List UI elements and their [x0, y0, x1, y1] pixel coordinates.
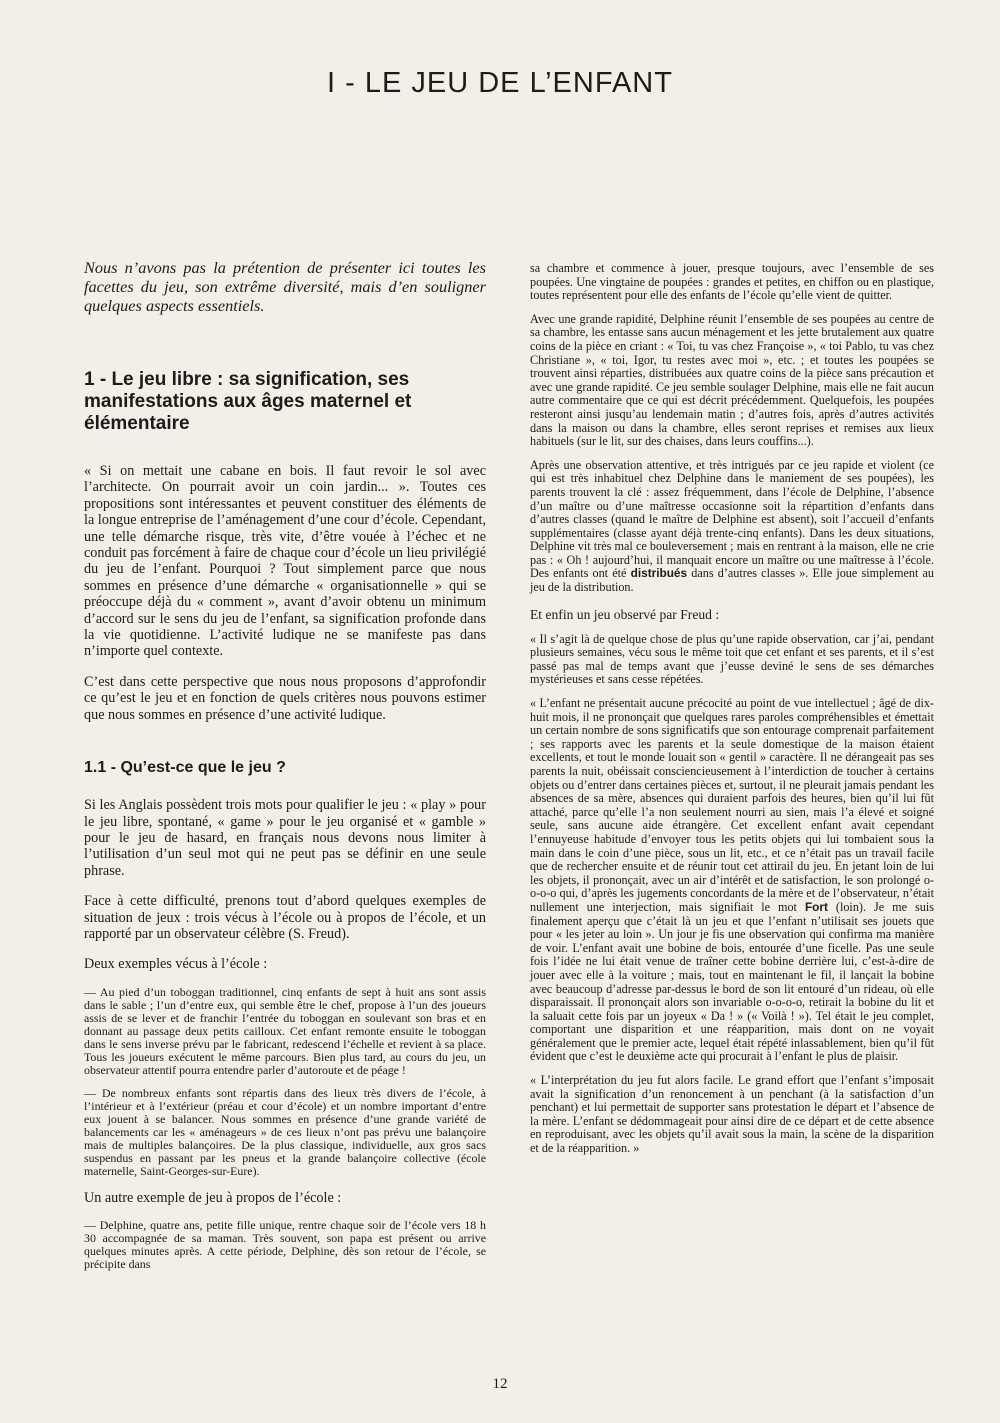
quote-paragraph: « L’interprétation du jeu fut alors facile. Le grand effort que l’enfant s’imposait avait la signification d’un renoncement à un penchant (à la satisfaction d’un penchant) et lui permettait de supporter sans protestation le départ et l’absence de la mère. L’enfant se dédommageait pour ainsi dire de ce départ et de cette absence en reproduisant, avec les objets qu’il avait sous la main, la scène de la disparition et de la réapparition. » [530, 1073, 934, 1156]
paragraph: C’est dans cette perspective que nous nous proposons d’approfondir ce qu’est le jeu et en fonction de quels critères nous pouvons estimer que nous sommes en présence d’une activité ludique. [84, 673, 486, 723]
page-number: 12 [492, 1376, 508, 1392]
paragraph [530, 459, 934, 595]
paragraph-text: dans d’autres classes ». Elle joue simplement au jeu de la distribution. [530, 566, 935, 595]
left-column [84, 258, 486, 1271]
paragraph: Si les Anglais possèdent trois mots pour qualifier le jeu : « play » pour le jeu libre, spontané, « game » pour le jeu organisé et « gamble » pour le jeu de hasard, en français nous devons nous limiter à l’utilisation d’un seul mot qui ne peut pas se définir en une seule phrase. [84, 797, 486, 879]
example-paragraph: — Delphine, quatre ans, petite fille unique, rentre chaque soir de l’école vers 18 h 30 accompagnée de sa maman. Très souvent, son papa est présent ou arrive quelques minutes après. A cette période, Delphine, dès son retour de l’école, se précipite dans [84, 1218, 486, 1272]
paragraph: Deux exemples vécus à l’école : [84, 956, 268, 973]
quote-text: (loin). Je me suis finalement aperçu que c’était là un jeu et que l’enfant n’utilisait ses jouets que pour « les jeter au loin ». Un jour je fis une observation qui confirma ma manière de voir. L’enfant avait une bobine de bois, entourée d’une ficelle. Pas une seule fois l’idée ne lui était venue de traîner cette bobine derrière lui, c’est-à-dire de jouer avec elle à la voiture ; mais, tout en maintenant le fil, il lançait la bobine avec beaucoup d’adresse par-dessus le bord de son lit entouré d’un rideau, où elle disparaissait. Il prononçait alors son invariable o-o-o-o, retirait la bobine du lit et la saluait cette fois par un joyeux « Da ! » (« Voilà ! »). Tel était le jeu complet, comportant une disparition et une réapparition, mais dont on ne voyait généralement que le premier acte, lequel était répété inlassablement, bien qu’il fût évident que c’est le deuxième acte qui procurait à l’enfant le plus de plaisir. [530, 899, 935, 1064]
example-paragraph: — De nombreux enfants sont répartis dans des lieux très divers de l’école, à l’intérieur et à l’extérieur (préau et cour d’école) et un nombre important d’entre eux jouent à se balancer. Nous sommes en présence d’une grande variété de balancements car les « aménageurs » de ces lieux n’ont pas prévu une balançoire mais de multiples balançoires. De la plus classique, individuelle, aux gros sacs suspendus en passant par les pneus et la grande balançoire collective (école maternelle, Saint-Georges-sur-Eure). [84, 1085, 486, 1178]
intro-paragraph: Nous n’avons pas la prétention de présenter ici toutes les facettes du jeu, son extrême diversité, mais d’en souligner quelques aspects essentiels. [84, 258, 486, 315]
example-paragraph: — Au pied d’un toboggan traditionnel, cinq enfants de sept à huit ans sont assis dans le sable ; l’un d’entre eux, qui semble être le chef, propose à l’un des joueurs assis de se lever et de franchir l’entrée du toboggan en soulevant son bras et en donnant au passage deux petits cailloux. Cet enfant remonte ensuite le toboggan dans le sens inverse prévu par le fabricant, redescend l’échelle et revient à sa place. Tous les joueurs exécutent le même parcours. Bien plus tard, au cours du jeu, un observateur attentif pourra entendre parler d’autoroute et de péage ! [84, 984, 486, 1077]
quote-paragraph [530, 697, 934, 1064]
paragraph: Et enfin un jeu observé par Freud : [530, 606, 720, 622]
quote-paragraph: « Il s’agit là de quelque chose de plus qu’une rapide observation, car j’ai, pendant plusieurs semaines, vécu sous le même toit que cet enfant et ses parents, et il s’est passé pas mal de temps avant que j’eusse deviné le sens de ses démarches mystérieuses et sans cesse répétées. [530, 631, 934, 687]
section-heading-1-1: 1.1 - Qu’est-ce que le jeu ? [84, 759, 286, 777]
paragraph-text: Après une observation attentive, et très intrigués par ce jeu rapide et violent (ce qui est très inhabituel chez Delphine dans le maniement de ses poupées), les parents trouvent la clé : assez fréquemment, dans l’école de Delphine, l’absence d’un maître ou d’une maîtresse occasionne soit la répartition d’enfants dans d’autres classes (quand le maître de Delphine est absent), soit l’accueil d’enfants supplémentaires (classe ayant déjà trente-cinq enfants). Dans les deux situations, Delphine vit très mal ce bouleversement ; mais en rentrant à la maison, elle ne crie pas : « Oh ! aujourd’hui, il manquait encore un maître ou une maîtresse à l’école. Des enfants ont été [530, 457, 934, 581]
page-title: I - LE JEU DE L’ENFANT [327, 67, 673, 100]
paragraph: Face à cette difficulté, prenons tout d’abord quelques exemples de situation de jeux : trois vécus à l’école ou à propos de l’école, et un rapporté par un observateur célèbre (S. Freud). [84, 893, 486, 942]
section-heading-1: 1 - Le jeu libre : sa signification, ses manifestations aux âges maternel et élémentaire [84, 369, 412, 434]
paragraph: sa chambre et commence à jouer, presque toujours, avec l’ensemble de ses poupées. Une vingtaine de poupées : grandes et petites, en chiffon ou en plastique, toutes représentent pour elle des enfants de l’école qu’elle vient de quitter. [530, 261, 934, 303]
emphasis-text: distribués [630, 566, 688, 581]
right-column [530, 262, 934, 1156]
emphasis-text: Fort [804, 899, 828, 914]
paragraph: Un autre exemple de jeu à propos de l’école : [84, 1189, 342, 1206]
paragraph: Avec une grande rapidité, Delphine réunit l’ensemble de ses poupées au centre de sa chambre, les entasse sans aucun ménagement et les jette brutalement aux quatre coins de la pièce en criant : « Toi, tu vas chez Françoise », « toi Pablo, tu vas chez Christiane », « toi, Igor, tu restes avec moi », etc. ; et toutes les poupées se trouvent ainsi réparties, distribuées aux quatre coins de la pièce sans précaution et avec une grande rapidité. Ce jeu semble soulager Delphine, mais elle ne fait aucun autre commentaire que ce qui est décrit précédemment. Quelquefois, les poupées resteront ainsi jusqu’au lendemain matin ; d’autres fois, après d’autres activités dans la maison ou dans la chambre, elles seront reprises et remises aux lieux habituels (sur le lit, sur des chaises, dans leurs couffins...). [530, 311, 934, 449]
quote-text: « L’enfant ne présentait aucune précocité au point de vue intellectuel ; âgé de dix-huit mois, il ne prononçait que quelques rares paroles compréhensibles et émettait un certain nombre de sons significatifs que son entourage comprenait parfaitement ; ses rapports avec les parents et la seule domestique de la maison étaient excellents, et tout le monde louait son « gentil » caractère. Il ne dérangeait pas ses parents la nuit, obéissait consciencieusement à l’interdiction de toucher à certains objets ou d’entrer dans certaines pièces et, surtout, il ne pleurait jamais pendant les absences de sa mère, absences qui duraient parfois des heures, bien qu’il lui fût attaché, parce qu’elle l’a non seulement nourri au sien, mais l’a élevé et soigné seule, sans aucune aide étrangère. Cet excellent enfant avait cependant l’ennuyeuse habitude d’envoyer tous les petits objets qui lui tombaient sous la main dans le coin d’une pièce, sous un lit, etc., et ce n’était pas un travail facile que de rechercher ensuite et de réunir tout cet attirail du jeu. En jetant loin de lui les objets, il prononçait, avec un air d’intérêt et de satisfaction, le son prolongé o-o-o-o qui, d’après les jugements concordants de la mère et de l’observateur, n’était nullement une interjection, mais signifiait le mot [530, 696, 934, 914]
paragraph: « Si on mettait une cabane en bois. Il faut revoir le sol avec l’architecte. On pourrait avoir un coin jardin... ». Toutes ces propositions sont intéressantes et peuvent constituer des éléments de la longue entreprise de l’aménagement d’une cour d’école. Cependant, une telle démarche risque, très vite, d’être vouée à l’échec et ne conduit pas forcément à faire de chaque cour d’école un lieu privilégié du jeu de l’enfant. Pourquoi ? Tout simplement parce que nous sommes en présence d’une démarche « organisationnelle » qui se préoccupe déjà du « comment », avant d’avoir obtenu un minimum d’accord sur le sens du jeu de l’enfant, sa signification profonde dans la vie quotidienne. L’activité ludique ne se manifeste pas dans n’importe quel contexte. [84, 463, 486, 660]
